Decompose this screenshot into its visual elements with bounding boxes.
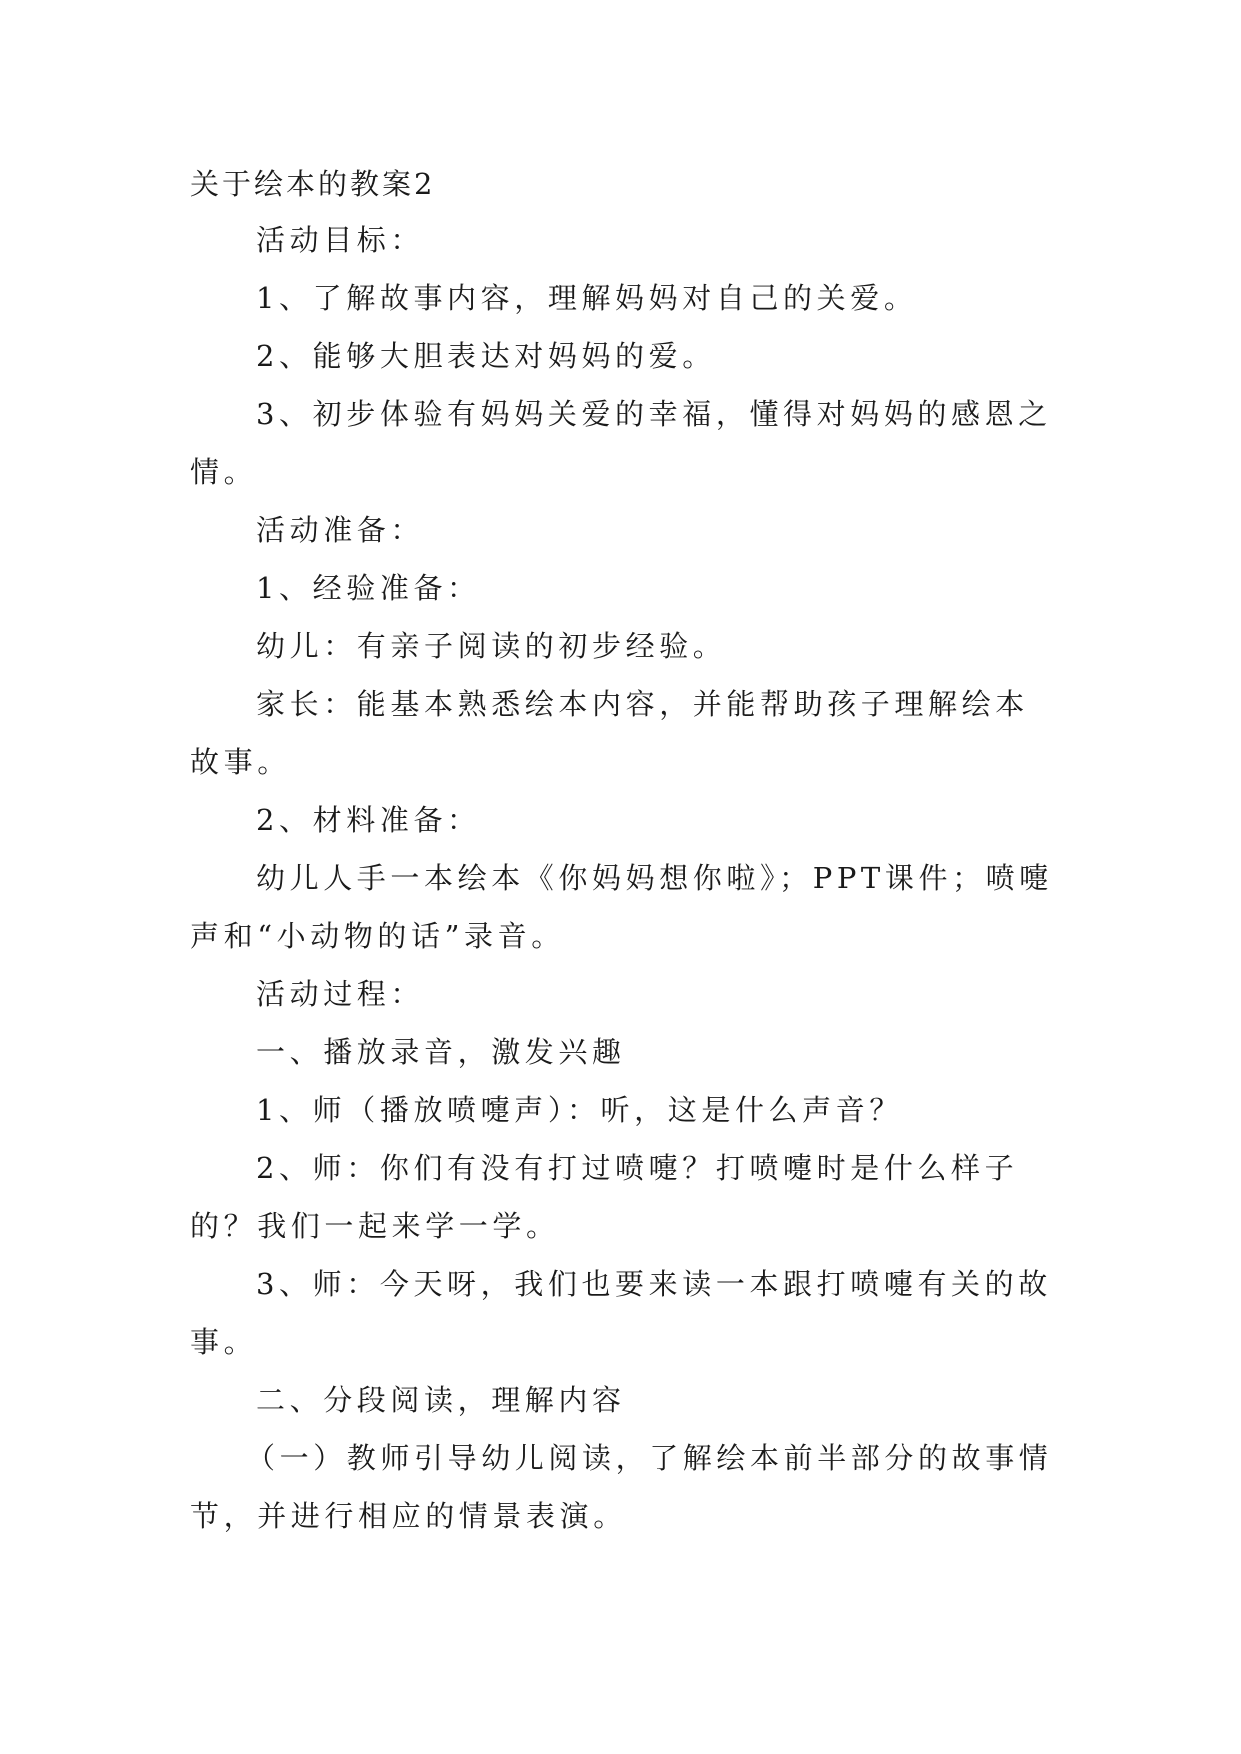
paragraph-materials-list: 幼儿人手一本绘本《你妈妈想你啦》；PPT课件；喷嚏声和“小动物的话”录音。 [190, 861, 1053, 953]
paragraph-prep-experience: 1、经验准备： [256, 571, 481, 605]
paragraph-goal-1: 1、了解故事内容，理解妈妈对自己的关爱。 [256, 281, 918, 315]
paragraph-step-2-1: （一）教师引导幼儿阅读，了解绘本前半部分的故事情节，并进行相应的情景表演。 [190, 1441, 1053, 1533]
paragraph-step-1-2: 2、师：你们有没有打过喷嚏？打喷嚏时是什么样子的？我们一起来学一学。 [190, 1151, 1019, 1243]
paragraph-heading-goals: 活动目标： [256, 223, 425, 257]
paragraph-step-1-1: 1、师（播放喷嚏声）：听，这是什么声音？ [256, 1093, 903, 1127]
paragraph-step-1: 一、播放录音，激发兴趣 [256, 1035, 626, 1069]
paragraph-step-1-3: 3、师：今天呀，我们也要来读一本跟打喷嚏有关的故事。 [190, 1267, 1052, 1359]
document-body [190, 220, 1060, 1554]
paragraph-goal-3: 3、初步体验有妈妈关爱的幸福，懂得对妈妈的感恩之情。 [190, 397, 1052, 489]
paragraph-goal-2: 2、能够大胆表达对妈妈的爱。 [256, 339, 716, 373]
paragraph-step-2: 二、分段阅读，理解内容 [256, 1383, 626, 1417]
document-title: 关于绘本的教案2 [190, 167, 436, 201]
paragraph-prep-parents: 家长：能基本熟悉绘本内容，并能帮助孩子理解绘本故事。 [190, 687, 1029, 779]
paragraph-prep-materials: 2、材料准备： [256, 803, 481, 837]
paragraph-heading-process: 活动过程： [256, 977, 425, 1011]
paragraph-heading-preparation: 活动准备： [256, 513, 425, 547]
paragraph-prep-children: 幼儿：有亲子阅读的初步经验。 [256, 629, 727, 663]
